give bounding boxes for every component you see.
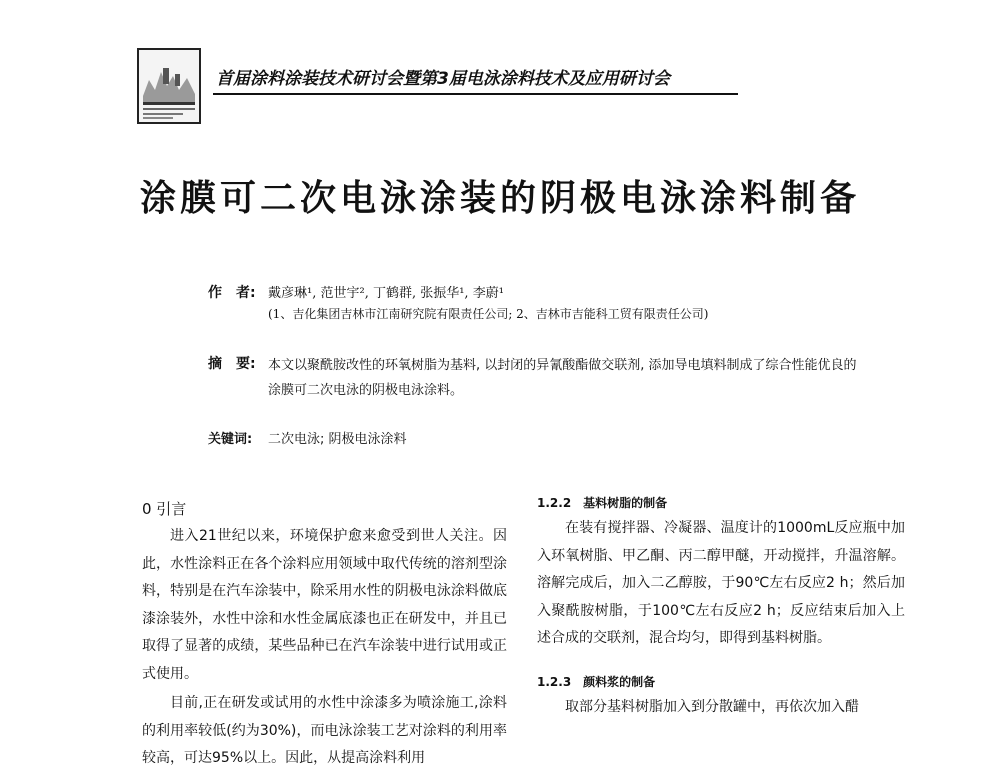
abstract-text: 本文以聚酰胺改性的环氧树脂为基料, 以封闭的异氰酸酯做交联剂, 添加导电填料制成了综合性能优良的涂膜可二次电泳的阴极电泳涂料。 [268, 358, 857, 398]
section-1-2-2-text: 在装有搅拌器、冷凝器、温度计的1000mL反应瓶中加入环氧树脂、甲乙酮、丙二醇甲醚，开动搅拌，升温溶解。溶解完成后，加入二乙醇胺，于90℃左右反应2 h；然后加入聚酰胺树脂，于100℃左右反应2 h；反应结束后加入上述合成的交联剂，混合均匀，即得到基料树脂。 [537, 520, 905, 646]
affiliations: (1、吉化集团吉林市江南研究院有限责任公司; 2、吉林市吉能科工贸有限责任公司) [268, 307, 709, 321]
conference-logo-image [137, 48, 201, 124]
keywords-label: 关键词: [208, 432, 253, 447]
conference-title: 首届涂料涂装技术研讨会暨第3届电泳涂料技术及应用研讨会 [216, 69, 670, 89]
keywords-text: 二次电泳; 阴极电泳涂料 [268, 432, 407, 447]
header-divider [213, 93, 738, 95]
right-column [537, 494, 905, 721]
intro-paragraph-2: 目前,正在研发或试用的水性中涂漆多为喷涂施工,涂料的利用率较低(约为30%)，而电泳涂装工艺对涂料的利用率较高，可达95%以上。因此，从提高涂料利用 [142, 695, 507, 766]
section-heading-1-2-3: 1.2.3 颜料浆的制备 [537, 674, 656, 689]
paper-title: 涂膜可二次电泳涂装的阴极电泳涂料制备 [139, 178, 860, 219]
abstract-label: 摘 要: [208, 356, 256, 372]
section-heading-1-2-2: 1.2.2 基料树脂的制备 [537, 496, 668, 510]
section-heading-introduction: 0 引言 [142, 500, 187, 518]
left-column [142, 498, 507, 773]
intro-paragraph-1: 进入21世纪以来，环境保护愈来愈受到世人关注。因此，水性涂料正在各个涂料应用领域中取代传统的溶剂型涂料，特别是在汽车涂装中，除采用水性的阴极电泳涂料做底漆涂装外，水性中涂和水性金属底漆也正在研发中，并且已取得了显著的成绩，某些品种已在汽车涂装中进行试用或正式使用。 [142, 528, 507, 682]
section-1-2-3-text: 取部分基料树脂加入到分散罐中，再依次加入醋 [565, 698, 859, 715]
authors-list: 戴彦琳¹, 范世宇², 丁鹤群, 张振华¹, 李蔚¹ [268, 286, 504, 301]
authors-label: 作 者: [208, 285, 256, 301]
